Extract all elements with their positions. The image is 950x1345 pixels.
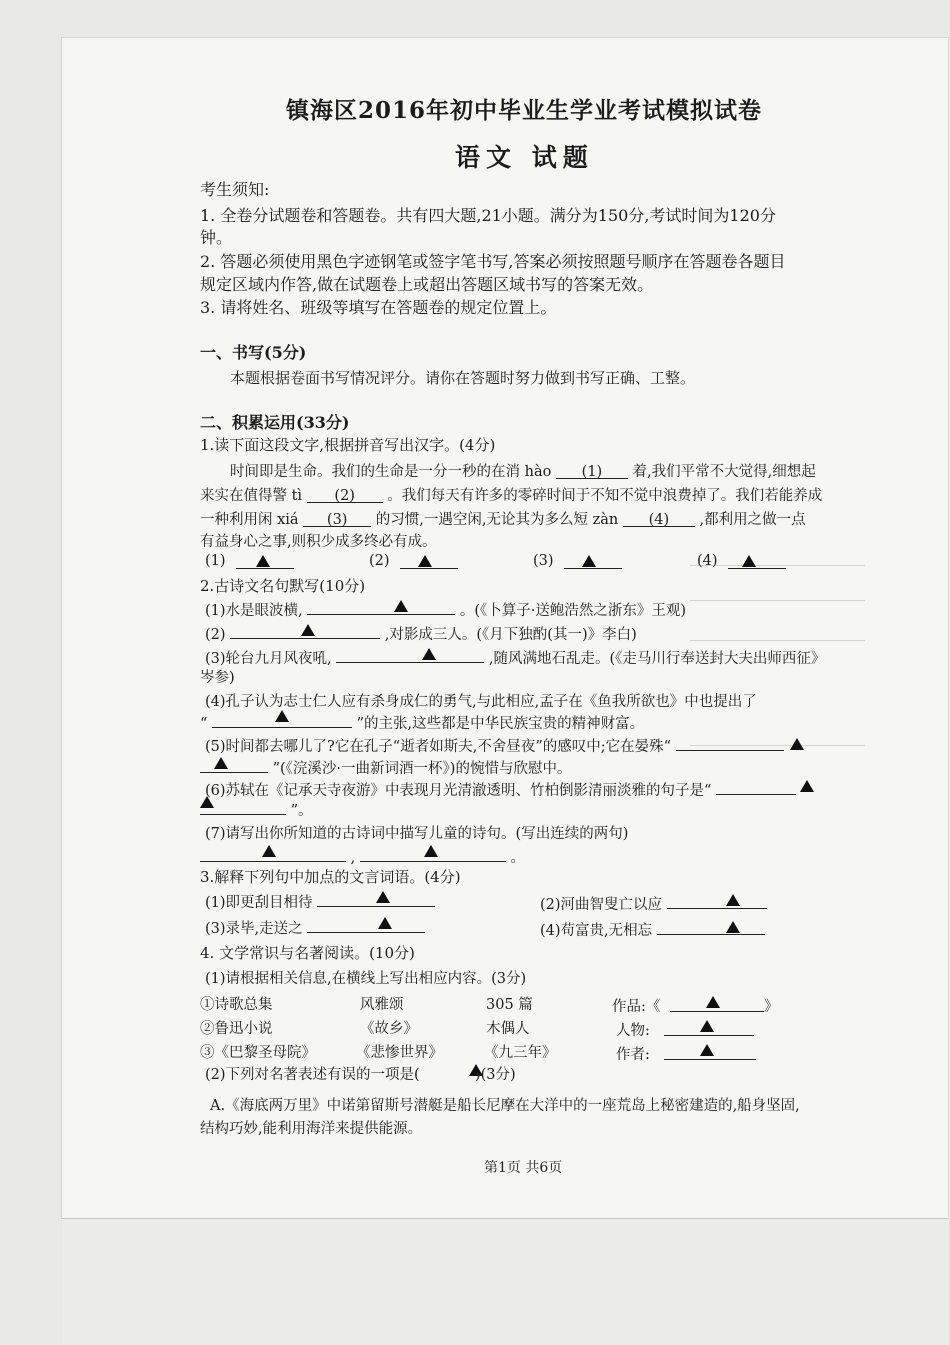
q4-answer-line-1[interactable] <box>670 1011 764 1012</box>
q4-option-a: A.《海底两万里》中诺第留斯号潜艇是船长尼摩在大洋中的一座荒岛上秘密建造的,船身坚固, <box>210 1098 800 1114</box>
answer-marker-icon <box>742 555 756 567</box>
q1-text: 的习惯,一遇空闲,无论其为多么短 zàn <box>375 512 619 528</box>
answer-marker-icon <box>469 1064 483 1076</box>
q2-text: ,随风满地石乱走。(《走马川行奉送封大夫出师西征》 <box>488 651 826 667</box>
answer-marker-icon <box>700 1020 714 1032</box>
exam-title: 镇海区2016年初中毕业生学业考试模拟试卷 <box>286 97 763 124</box>
blank-label: (3) <box>326 512 348 528</box>
q2-text: , <box>350 850 356 866</box>
q4-text: (2)下列对名著表述有误的一项是( <box>205 1067 420 1083</box>
q2-line-7: (7)请写出你所知道的古诗词中描写儿童的诗句。(写出连续的两句) <box>205 826 629 842</box>
q3-stem: 3.解释下列句中加点的文言词语。(4分) <box>200 868 461 886</box>
q3-blank-2[interactable] <box>667 894 767 909</box>
q2-text: (1)水是眼波横, <box>205 603 303 619</box>
blank-1[interactable] <box>556 464 628 479</box>
q2-blank-5b[interactable] <box>200 758 268 773</box>
answer-marker-icon <box>422 648 436 660</box>
q2-line-5 <box>205 735 784 756</box>
q2-line-4: (4)孔子认为志士仁人应有杀身成仁的勇气,与此相应,孟子在《鱼我所欲也》中也提出了 <box>205 694 757 710</box>
q2-line-4-cont <box>200 712 644 733</box>
q2-line-5-cont <box>200 757 571 778</box>
q4-row-1-col-5: 》 <box>764 999 779 1015</box>
answer-marker-icon <box>262 845 276 857</box>
q3-text: (3)录毕,走送之 <box>205 921 303 937</box>
notice-item-3: 3. 请将姓名、班级等填写在答题卷的规定位置上。 <box>200 298 557 317</box>
q1-text: 一种利用闲 xiá <box>200 512 299 528</box>
answer-marker-icon <box>700 1044 714 1056</box>
answer-marker-icon <box>376 891 390 903</box>
q2-line-1 <box>205 599 686 620</box>
q4-row-3-col-2: 《悲惨世界》 <box>356 1045 443 1061</box>
q4-option-a-cont: 结构巧妙,能利用海洋来提供能源。 <box>200 1121 423 1137</box>
q2-text: 。(《卜算子·送鲍浩然之浙东》王观) <box>459 603 687 619</box>
answer-marker-icon <box>418 555 432 567</box>
q1-text: 着,我们平常不大觉得,细想起 <box>632 464 816 480</box>
q2-text: ”。 <box>290 803 313 819</box>
notice-item-2: 2. 答题必须使用黑色字迹钢笔或签字笔书写,答案必须按照题号顺序在答题卷各题目 <box>200 252 786 271</box>
answer-marker-icon <box>726 894 740 906</box>
answer-marker-icon <box>726 921 740 933</box>
q3-text: (2)河曲智叟亡以应 <box>540 897 663 913</box>
q1-passage-line2 <box>200 484 822 505</box>
q4-row-3-col-4: 作者: <box>616 1047 650 1063</box>
q4-sub1: (1)请根据相关信息,在横线上写出相应内容。(3分) <box>205 971 527 987</box>
q3-blank-4[interactable] <box>657 920 765 935</box>
q4-row-1-col-2: 风雅颂 <box>360 997 404 1013</box>
answer-marker-icon <box>424 845 438 857</box>
answer-marker-icon <box>378 917 392 929</box>
q2-text: ”(《浣溪沙·一曲新词酒一杯》)的惋惜与欣慰中。 <box>272 761 572 777</box>
blank-4[interactable] <box>623 512 695 527</box>
q3-blank-3[interactable] <box>307 918 425 933</box>
scan-bottom-margin <box>62 1218 948 1345</box>
q3-text: (1)即更刮目相待 <box>205 895 313 911</box>
q1-passage-line1 <box>230 460 816 481</box>
q1-stem: 1.读下面这段文字,根据拼音写出汉字。(4分) <box>200 436 496 454</box>
exam-subtitle: 语文 试题 <box>455 143 594 172</box>
section-1-heading: 一、书写(5分) <box>200 343 307 362</box>
q1-answer-label-3: (3) <box>533 553 554 569</box>
q4-answer-line-3[interactable] <box>664 1059 756 1060</box>
q1-text: 。我们每天有许多的零碎时间于不知不觉中浪费掉了。我们若能养成 <box>387 488 823 504</box>
q2-text: (3)轮台九月风夜吼, <box>205 651 332 667</box>
blank-label: (1) <box>581 464 603 480</box>
q1-answer-line-3[interactable] <box>564 568 622 569</box>
page-footer: 第1页 共6页 <box>484 1160 563 1176</box>
q2-line-6 <box>205 779 796 800</box>
q3-item-1 <box>205 891 435 912</box>
answer-marker-icon <box>256 555 270 567</box>
notice-item-1-cont: 钟。 <box>200 228 233 247</box>
q3-text: (4)苟富贵,无相忘 <box>540 923 653 939</box>
q1-answer-label-4: (4) <box>697 553 718 569</box>
bleed-line <box>690 640 865 641</box>
q2-line-2 <box>205 623 637 644</box>
q4-row-3-col-3: 《九三年》 <box>484 1045 557 1061</box>
q2-line-7-answer <box>200 846 525 867</box>
q1-text: 时间即是生命。我们的生命是一分一秒的在消 hào <box>230 464 552 480</box>
q2-line-3 <box>205 647 825 668</box>
answer-marker-icon <box>214 757 228 769</box>
q2-text: (6)苏轼在《记承天寺夜游》中表现月光清澈透明、竹柏倒影清丽淡雅的句子是“ <box>205 783 712 799</box>
q2-text: 。 <box>510 850 525 866</box>
q1-answer-line-1[interactable] <box>236 568 294 569</box>
q4-row-1-col-4: 作品:《 <box>612 999 661 1015</box>
q1-answer-line-2[interactable] <box>400 568 458 569</box>
q2-blank-1[interactable] <box>307 600 455 615</box>
blank-3[interactable] <box>303 512 371 527</box>
answer-marker-icon <box>200 796 214 808</box>
q4-row-2-col-4: 人物: <box>616 1023 650 1039</box>
q2-line-6-cont <box>200 799 313 820</box>
q1-answer-label-1: (1) <box>205 553 226 569</box>
q2-text: (2) <box>205 627 226 643</box>
q4-row-3-col-1: ③《巴黎圣母院》 <box>200 1045 316 1061</box>
q2-blank-6a[interactable] <box>716 780 796 795</box>
q4-row-1-col-3: 305 篇 <box>486 997 533 1013</box>
notice-item-2-cont: 规定区域内作答,做在试题卷上或超出答题区域书写的答案无效。 <box>200 275 654 294</box>
q4-row-2-col-1: ②鲁迅小说 <box>200 1021 273 1037</box>
bleed-line <box>690 600 865 601</box>
blank-2[interactable] <box>307 488 383 503</box>
q2-line-3-cont: 岑参) <box>200 670 235 686</box>
q2-text: ,对影成三人。(《月下独酌(其一)》李白) <box>384 627 637 643</box>
q1-answer-line-4[interactable] <box>728 568 786 569</box>
q1-text: ,都利用之做一点 <box>699 512 806 528</box>
q1-passage-line4: 有益身心之事,则积少成多终必有成。 <box>200 534 437 550</box>
answer-marker-icon <box>275 710 289 722</box>
q4-row-2-col-3: 木偶人 <box>486 1021 530 1037</box>
q2-blank-5a[interactable] <box>676 736 784 751</box>
q1-passage-line3 <box>200 508 806 529</box>
section-1-desc: 本题根据卷面书写情况评分。请你在答题时努力做到书写正确、工整。 <box>230 369 696 387</box>
q2-text: (5)时间都去哪儿了?它在孔子“逝者如斯夫,不舍昼夜”的感叹中;它在晏殊“ <box>205 739 672 755</box>
q4-row-2-col-2: 《故乡》 <box>360 1021 418 1037</box>
q2-text: “ <box>200 716 208 732</box>
q4-row-1-col-1: ①诗歌总集 <box>200 997 273 1013</box>
answer-marker-icon <box>790 738 804 750</box>
q4-stem: 4. 文学常识与名著阅读。(10分) <box>200 944 415 962</box>
q4-text: )(3分) <box>474 1067 516 1083</box>
q1-text: 来实在值得警 tì <box>200 488 303 504</box>
q2-blank-3[interactable] <box>336 648 484 663</box>
answer-marker-icon <box>394 600 408 612</box>
q1-answer-label-2: (2) <box>369 553 390 569</box>
q2-stem: 2.古诗文名句默写(10分) <box>200 577 366 595</box>
section-2-heading: 二、积累运用(33分) <box>200 413 350 432</box>
q4-answer-line-2[interactable] <box>664 1035 754 1036</box>
answer-marker-icon <box>582 555 596 567</box>
answer-marker-icon <box>301 624 315 636</box>
notice-heading: 考生须知: <box>200 180 270 199</box>
q2-text: ”的主张,这些都是中华民族宝贵的精神财富。 <box>356 716 645 732</box>
answer-marker-icon <box>800 780 814 792</box>
q3-item-3 <box>205 917 425 938</box>
notice-item-1: 1. 全卷分试题卷和答题卷。共有四大题,21小题。满分为150分,考试时间为120分 <box>200 206 776 225</box>
blank-label: (2) <box>334 488 355 504</box>
answer-marker-icon <box>706 996 720 1008</box>
blank-label: (4) <box>648 512 670 528</box>
